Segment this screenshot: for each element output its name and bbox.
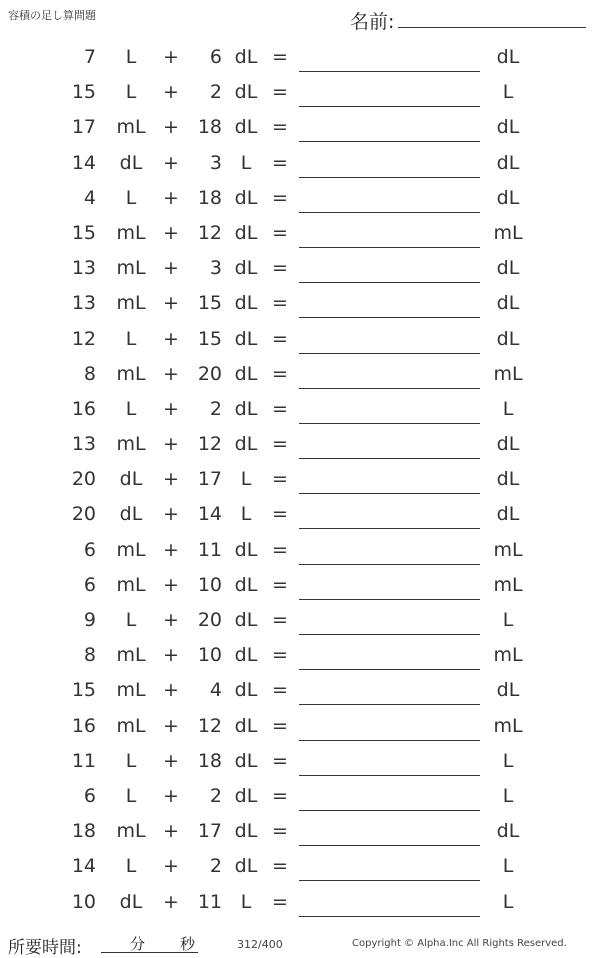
first-unit: L [125, 749, 137, 772]
problem-row [0, 533, 600, 568]
plus-sign: + [163, 151, 179, 174]
equals-sign: = [272, 573, 288, 596]
plus-sign: + [163, 503, 179, 526]
second-unit: dL [234, 292, 258, 315]
answer-blank[interactable] [299, 740, 480, 741]
problem-row [0, 603, 600, 638]
equals-sign: = [272, 855, 288, 878]
second-unit: dL [234, 397, 258, 420]
first-number: 6 [83, 538, 96, 561]
second-unit: dL [234, 784, 258, 807]
plus-sign: + [163, 573, 179, 596]
equals-sign: = [272, 784, 288, 807]
plus-sign: + [163, 820, 179, 843]
second-unit: dL [234, 116, 258, 139]
second-unit: dL [234, 221, 258, 244]
second-unit: L [240, 468, 252, 491]
second-unit: dL [234, 362, 258, 385]
first-number: 11 [71, 749, 96, 772]
second-unit: dL [234, 679, 258, 702]
problem-row [0, 75, 600, 110]
first-unit: dL [119, 503, 143, 526]
first-number: 20 [71, 503, 96, 526]
first-unit: L [125, 855, 137, 878]
second-number: 20 [197, 609, 222, 631]
second-number: 2 [209, 81, 222, 104]
second-number: 2 [209, 784, 222, 807]
answer-unit: dL [496, 257, 520, 280]
answer-blank[interactable] [299, 564, 480, 565]
plus-sign: + [163, 362, 179, 385]
plus-sign: + [163, 468, 179, 491]
equals-sign: = [272, 116, 288, 139]
second-unit: dL [234, 855, 258, 878]
first-unit: L [125, 46, 137, 68]
answer-blank[interactable] [299, 845, 480, 846]
answer-blank[interactable] [299, 775, 480, 776]
second-number: 3 [209, 151, 222, 174]
problem-row [0, 779, 600, 814]
first-number: 15 [71, 81, 96, 104]
first-number: 8 [83, 644, 96, 667]
problem-row [0, 497, 600, 532]
second-number: 15 [197, 327, 222, 350]
problem-row [0, 849, 600, 884]
first-unit: mL [116, 644, 146, 667]
answer-blank[interactable] [299, 916, 480, 917]
answer-blank[interactable] [299, 493, 480, 494]
answer-blank[interactable] [299, 141, 480, 142]
first-unit: mL [116, 538, 146, 561]
answer-unit: mL [493, 538, 523, 561]
plus-sign: + [163, 749, 179, 772]
answer-unit: dL [496, 46, 520, 68]
problem-row [0, 286, 600, 321]
second-number: 14 [197, 503, 222, 526]
second-unit: dL [234, 749, 258, 772]
first-unit: mL [116, 292, 146, 315]
page-number: 312/400 [237, 938, 283, 951]
first-unit: mL [116, 714, 146, 737]
second-unit: dL [234, 609, 258, 631]
answer-unit: mL [493, 221, 523, 244]
plus-sign: + [163, 679, 179, 702]
second-number: 2 [209, 397, 222, 420]
first-number: 7 [83, 46, 96, 68]
second-number: 6 [209, 46, 222, 68]
answer-unit: L [502, 855, 514, 878]
plus-sign: + [163, 186, 179, 209]
first-unit: mL [116, 257, 146, 280]
second-unit: dL [234, 573, 258, 596]
equals-sign: = [272, 644, 288, 667]
second-number: 17 [197, 468, 222, 491]
second-number: 12 [197, 714, 222, 737]
first-number: 9 [83, 609, 96, 631]
first-unit: dL [119, 890, 143, 913]
answer-unit: L [502, 397, 514, 420]
answer-unit: mL [493, 644, 523, 667]
second-number: 17 [197, 820, 222, 843]
first-unit: mL [116, 221, 146, 244]
equals-sign: = [272, 609, 288, 631]
equals-sign: = [272, 890, 288, 913]
plus-sign: + [163, 855, 179, 878]
first-number: 15 [71, 679, 96, 702]
first-number: 12 [71, 327, 96, 350]
worksheet-title: 容積の足し算問題 [8, 9, 96, 22]
first-unit: mL [116, 573, 146, 596]
second-unit: dL [234, 257, 258, 280]
problem-row [0, 673, 600, 708]
problem-row [0, 427, 600, 462]
first-number: 17 [71, 116, 96, 139]
equals-sign: = [272, 46, 288, 68]
second-unit: L [240, 503, 252, 526]
second-number: 4 [209, 679, 222, 702]
problem-row [0, 357, 600, 392]
answer-unit: dL [496, 151, 520, 174]
answer-unit: dL [496, 503, 520, 526]
second-number: 11 [197, 538, 222, 561]
first-unit: mL [116, 362, 146, 385]
first-number: 10 [71, 890, 96, 913]
minutes-label: 分 [130, 935, 146, 953]
first-unit: L [125, 397, 137, 420]
equals-sign: = [272, 292, 288, 315]
first-number: 18 [71, 820, 96, 843]
equals-sign: = [272, 433, 288, 456]
plus-sign: + [163, 644, 179, 667]
answer-unit: dL [496, 468, 520, 491]
plus-sign: + [163, 116, 179, 139]
problem-row [0, 392, 600, 427]
first-unit: L [125, 609, 137, 631]
second-number: 18 [197, 749, 222, 772]
first-number: 15 [71, 221, 96, 244]
equals-sign: = [272, 820, 288, 843]
problem-row [0, 146, 600, 181]
second-unit: dL [234, 81, 258, 104]
answer-unit: L [502, 784, 514, 807]
problem-row [0, 885, 600, 920]
first-unit: mL [116, 433, 146, 456]
second-number: 18 [197, 116, 222, 139]
answer-unit: dL [496, 433, 520, 456]
answer-unit: L [502, 890, 514, 913]
problem-row [0, 216, 600, 251]
first-unit: L [125, 784, 137, 807]
plus-sign: + [163, 327, 179, 350]
first-unit: mL [116, 116, 146, 139]
equals-sign: = [272, 468, 288, 491]
second-unit: dL [234, 433, 258, 456]
second-unit: L [240, 151, 252, 174]
first-unit: L [125, 186, 137, 209]
second-number: 12 [197, 221, 222, 244]
first-number: 14 [71, 855, 96, 878]
plus-sign: + [163, 433, 179, 456]
answer-blank[interactable] [299, 388, 480, 389]
problem-list [0, 40, 600, 920]
first-unit: dL [119, 151, 143, 174]
equals-sign: = [272, 151, 288, 174]
first-number: 8 [83, 362, 96, 385]
equals-sign: = [272, 362, 288, 385]
second-unit: dL [234, 327, 258, 350]
answer-unit: dL [496, 292, 520, 315]
copyright-notice: Copyright © Alpha.Inc All Rights Reserved. [352, 938, 567, 949]
problem-row [0, 40, 600, 75]
answer-blank[interactable] [299, 458, 480, 459]
answer-blank[interactable] [299, 810, 480, 811]
answer-blank[interactable] [299, 353, 480, 354]
answer-blank[interactable] [299, 634, 480, 635]
plus-sign: + [163, 538, 179, 561]
problem-row [0, 709, 600, 744]
answer-unit: L [502, 609, 514, 631]
problem-row [0, 814, 600, 849]
equals-sign: = [272, 186, 288, 209]
second-unit: dL [234, 46, 258, 68]
first-number: 4 [83, 186, 96, 209]
second-number: 10 [197, 644, 222, 667]
first-number: 13 [71, 433, 96, 456]
first-number: 13 [71, 257, 96, 280]
equals-sign: = [272, 81, 288, 104]
equals-sign: = [272, 714, 288, 737]
second-number: 18 [197, 186, 222, 209]
answer-blank[interactable] [299, 317, 480, 318]
first-number: 6 [83, 784, 96, 807]
answer-blank[interactable] [299, 212, 480, 213]
plus-sign: + [163, 714, 179, 737]
answer-unit: dL [496, 186, 520, 209]
name-label: 名前: [350, 11, 395, 33]
equals-sign: = [272, 257, 288, 280]
equals-sign: = [272, 221, 288, 244]
problem-row [0, 638, 600, 673]
answer-blank[interactable] [299, 704, 480, 705]
answer-unit: mL [493, 573, 523, 596]
first-unit: L [125, 327, 137, 350]
plus-sign: + [163, 784, 179, 807]
plus-sign: + [163, 221, 179, 244]
answer-unit: mL [493, 714, 523, 737]
seconds-label: 秒 [180, 935, 196, 953]
first-number: 13 [71, 292, 96, 315]
answer-unit: L [502, 81, 514, 104]
problem-row [0, 568, 600, 603]
equals-sign: = [272, 397, 288, 420]
second-unit: dL [234, 644, 258, 667]
first-number: 16 [71, 397, 96, 420]
answer-blank[interactable] [299, 106, 480, 107]
equals-sign: = [272, 503, 288, 526]
first-number: 6 [83, 573, 96, 596]
second-unit: L [240, 890, 252, 913]
answer-unit: dL [496, 820, 520, 843]
first-unit: L [125, 81, 137, 104]
answer-unit: dL [496, 116, 520, 139]
second-number: 11 [197, 890, 222, 913]
plus-sign: + [163, 890, 179, 913]
answer-unit: L [502, 749, 514, 772]
answer-blank[interactable] [299, 528, 480, 529]
answer-blank[interactable] [299, 177, 480, 178]
problem-row [0, 322, 600, 357]
plus-sign: + [163, 397, 179, 420]
second-unit: dL [234, 186, 258, 209]
second-unit: dL [234, 538, 258, 561]
answer-blank[interactable] [299, 282, 480, 283]
answer-unit: dL [496, 679, 520, 702]
equals-sign: = [272, 749, 288, 772]
second-number: 15 [197, 292, 222, 315]
first-unit: mL [116, 679, 146, 702]
name-field-line[interactable] [398, 27, 586, 28]
problem-row [0, 251, 600, 286]
equals-sign: = [272, 679, 288, 702]
time-required-label: 所要時間: [8, 938, 82, 958]
answer-blank[interactable] [299, 880, 480, 881]
second-number: 20 [197, 362, 222, 385]
second-unit: dL [234, 820, 258, 843]
problem-row [0, 744, 600, 779]
plus-sign: + [163, 81, 179, 104]
first-number: 20 [71, 468, 96, 491]
answer-blank[interactable] [299, 599, 480, 600]
second-number: 10 [197, 573, 222, 596]
first-unit: mL [116, 820, 146, 843]
plus-sign: + [163, 292, 179, 315]
second-number: 12 [197, 433, 222, 456]
plus-sign: + [163, 257, 179, 280]
answer-blank[interactable] [299, 423, 480, 424]
answer-blank[interactable] [299, 71, 480, 72]
first-number: 16 [71, 714, 96, 737]
problem-row [0, 110, 600, 145]
first-number: 14 [71, 151, 96, 174]
second-unit: dL [234, 714, 258, 737]
problem-row [0, 462, 600, 497]
plus-sign: + [163, 46, 179, 68]
second-number: 2 [209, 855, 222, 878]
plus-sign: + [163, 609, 179, 631]
equals-sign: = [272, 327, 288, 350]
equals-sign: = [272, 538, 288, 561]
answer-unit: dL [496, 327, 520, 350]
answer-blank[interactable] [299, 669, 480, 670]
problem-row [0, 181, 600, 216]
answer-unit: mL [493, 362, 523, 385]
second-number: 3 [209, 257, 222, 280]
first-unit: dL [119, 468, 143, 491]
answer-blank[interactable] [299, 247, 480, 248]
